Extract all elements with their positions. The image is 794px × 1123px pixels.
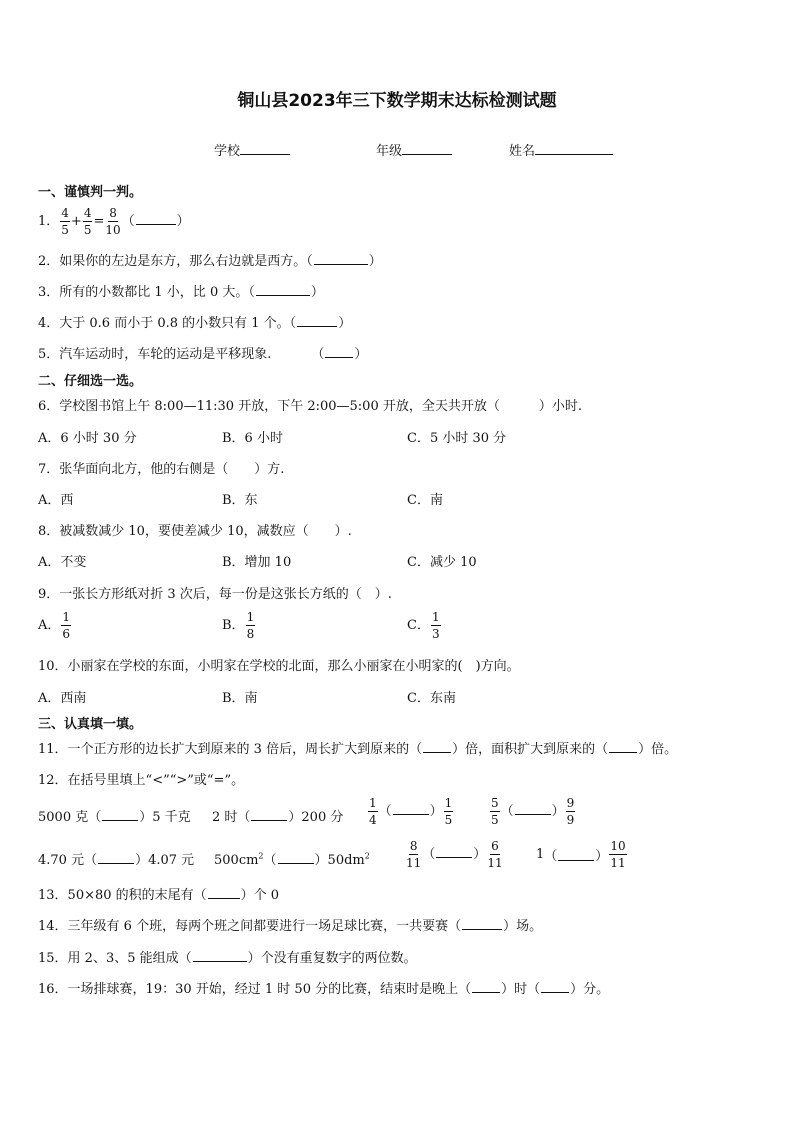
answer-blank[interactable] — [558, 848, 594, 861]
option-b[interactable]: B．东 — [222, 493, 258, 508]
grade-label: 年级 — [376, 144, 403, 159]
option-c[interactable]: C．减少 10 — [407, 555, 477, 570]
name-field[interactable] — [509, 140, 613, 159]
question-11: 11．一个正方形的边长扩大到原来的 3 倍后，周长扩大到原来的（ ）倍，面积扩大到原来的（ ）倍。 — [38, 742, 678, 757]
answer-blank[interactable] — [98, 851, 134, 864]
section-3-heading: 三、认真填一填。 — [38, 717, 143, 732]
question-8: 8．被减数减少 10，要使差减少 10，减数应（ ）. — [38, 524, 352, 539]
fraction: $\frac{10}{11}$ — [610, 839, 626, 870]
option-b[interactable]: B． $\frac{1}{8}$ — [222, 610, 255, 641]
answer-blank[interactable] — [393, 802, 429, 815]
answer-blank[interactable] — [462, 917, 502, 930]
compare-item: $\frac{5}{5}$ （ ） $\frac{9}{9}$ — [491, 796, 575, 827]
name-line — [535, 142, 613, 155]
section-1-heading: 一、谨慎判一判。 — [38, 185, 143, 200]
question-12: 12．在括号里填上“<”“>”或“=”。 — [38, 773, 245, 788]
answer-blank[interactable] — [541, 980, 569, 993]
question-7: 7．张华面向北方，他的右侧是（ ）方. — [38, 462, 285, 477]
question-4: 4．大于 0.6 而小于 0.8 的小数只有 1 个。（ ） — [38, 316, 352, 331]
fraction: $\frac{8}{11}$ — [406, 839, 422, 870]
option-b[interactable]: B．南 — [222, 691, 258, 706]
option-c[interactable]: C．5 小时 30 分 — [407, 431, 507, 446]
school-field[interactable] — [214, 140, 290, 159]
answer-blank[interactable] — [256, 283, 310, 296]
fraction: $\frac{1}{5}$ — [444, 796, 453, 827]
answer-blank[interactable] — [193, 949, 247, 962]
grade-field[interactable] — [376, 140, 452, 159]
answer-blank[interactable] — [136, 212, 176, 225]
page-title: 铜山县2023年三下数学期末达标检测试题 — [237, 91, 557, 111]
fraction: $\frac{1}{4}$ — [369, 796, 377, 827]
answer-blank[interactable] — [325, 345, 353, 358]
answer-blank[interactable] — [515, 802, 551, 815]
fraction: $\frac{8}{10}$ — [105, 206, 121, 237]
option-a[interactable]: A．不变 — [38, 555, 87, 570]
school-line — [240, 142, 290, 155]
compare-item: $\frac{1}{4}$ （ ） $\frac{1}{5}$ — [369, 796, 453, 827]
answer-blank[interactable] — [472, 980, 500, 993]
answer-blank[interactable] — [297, 314, 337, 327]
option-a[interactable]: A． $\frac{1}{6}$ — [38, 610, 71, 641]
question-2: 2．如果你的左边是东方，那么右边就是西方。（ ） — [38, 254, 382, 269]
answer-blank[interactable] — [208, 886, 240, 899]
compare-item: $\frac{8}{11}$ （ ） $\frac{6}{11}$ — [406, 839, 503, 870]
question-6: 6．学校图书馆上午 8:00—11:30 开放，下午 2:00—5:00 开放，全天共开放（ ）小时. — [38, 399, 582, 414]
answer-blank[interactable] — [102, 808, 138, 821]
question-14: 14．三年级有 6 个班，每两个班之间都要进行一场足球比赛，一共要赛（ ）场。 — [38, 919, 543, 934]
question-16: 16．一场排球赛，19：30 开始，经过 1 时 50 分的比赛，结束时是晚上（ ）时（ ）分。 — [38, 982, 610, 997]
fraction: $\frac{1}{6}$ — [62, 610, 71, 641]
question-3: 3．所有的小数都比 1 小，比 0 大。（ ） — [38, 285, 324, 300]
question-13: 13．50×80 的积的末尾有（ ）个 0 — [38, 888, 280, 903]
answer-blank[interactable] — [314, 252, 368, 265]
fraction: $\frac{1}{8}$ — [246, 610, 255, 641]
question-9: 9．一张长方形纸对折 3 次后，每一份是这张长方纸的（ ）. — [38, 587, 392, 602]
answer-blank[interactable] — [436, 845, 472, 858]
option-c[interactable]: C．南 — [407, 493, 443, 508]
section-2-heading: 二、仔细选一选。 — [38, 374, 143, 389]
question-15: 15．用 2、3、5 能组成（ ）个没有重复数字的两位数。 — [38, 951, 417, 966]
answer-blank[interactable] — [278, 851, 314, 864]
answer-blank[interactable] — [609, 740, 637, 753]
answer-blank[interactable] — [423, 740, 451, 753]
school-label: 学校 — [214, 144, 241, 159]
grade-line — [402, 142, 452, 155]
option-a[interactable]: A．6 小时 30 分 — [38, 431, 137, 446]
fraction: $\frac{4}{5}$ — [61, 206, 69, 237]
answer-blank[interactable] — [251, 808, 287, 821]
option-a[interactable]: A．西 — [38, 493, 74, 508]
fraction: $\frac{5}{5}$ — [491, 796, 499, 827]
option-b[interactable]: B．增加 10 — [222, 555, 292, 570]
compare-item: 2 时（ ）200 分 — [212, 810, 344, 825]
fraction: $\frac{4}{5}$ — [83, 206, 92, 237]
option-c[interactable]: C． $\frac{1}{3}$ — [407, 610, 440, 641]
compare-item: $500cm^2$（ ）$50dm^2$ — [214, 851, 370, 868]
compare-item: 4.70 元（ ）4.07 元 — [38, 853, 195, 868]
fraction: $\frac{1}{3}$ — [431, 610, 440, 641]
fraction: $\frac{9}{9}$ — [566, 796, 575, 827]
compare-item: 5000 克（ ）5 千克 — [38, 810, 191, 825]
question-10: 10．小丽家在学校的东面，小明家在学校的北面，那么小丽家在小明家的( )方向。 — [38, 659, 520, 674]
option-a[interactable]: A．西南 — [38, 691, 87, 706]
question-1: 1． $\frac{4}{5}$ + $\frac{4}{5}$ = $\frac{8}{10}$ （ ） — [38, 206, 190, 237]
compare-item: 1（ ） $\frac{10}{11}$ — [536, 839, 626, 870]
question-5: 5．汽车运动时，车轮的运动是平移现象. （ ） — [38, 347, 368, 362]
option-c[interactable]: C．东南 — [407, 691, 456, 706]
fraction: $\frac{6}{11}$ — [487, 839, 503, 870]
name-label: 姓名 — [509, 144, 536, 159]
option-b[interactable]: B．6 小时 — [222, 431, 283, 446]
